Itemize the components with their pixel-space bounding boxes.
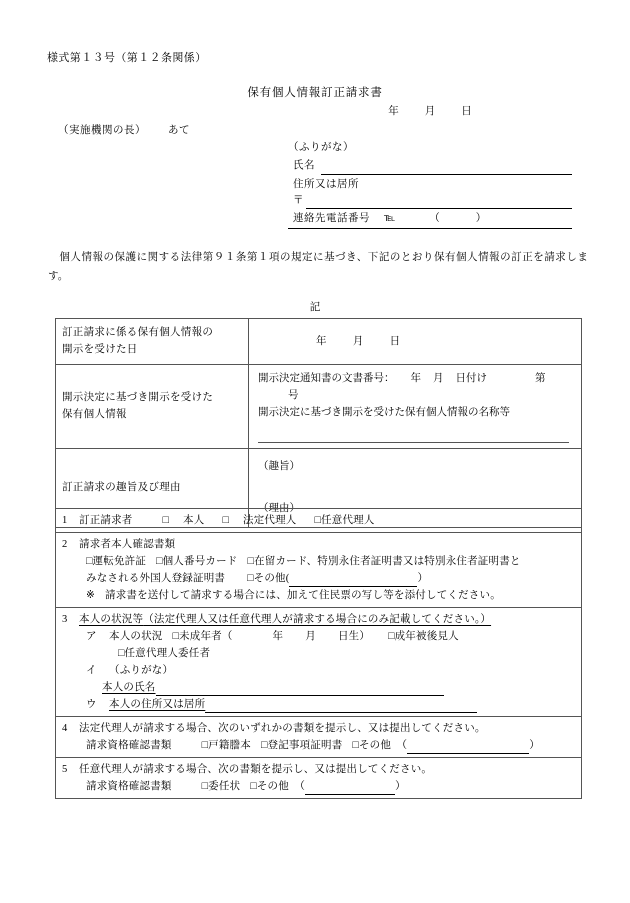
item2-options-line1 [62, 553, 577, 570]
item3-person-name-input[interactable] [156, 683, 444, 696]
item2-option-residence-line2: みなされる外国人登録証明書 [86, 573, 226, 584]
item3-number: 3 [62, 614, 68, 625]
addressee-organization: （実施機関の長） [58, 125, 146, 136]
item3-person-address-input[interactable] [205, 700, 477, 713]
applicant-name-label: 氏名 [293, 160, 315, 172]
doc-no-prefix: 開示決定通知書の文書番号： [258, 372, 395, 384]
item1-option-legal: 法定代理人 [243, 515, 297, 526]
item4-option-koseki: 戸籍謄本 [208, 740, 251, 751]
item4-title-line [62, 720, 577, 737]
reason-label: （理由） [258, 503, 300, 515]
item3-sub-c-line[interactable] [62, 696, 577, 713]
item4-cell [56, 717, 582, 758]
table-row [56, 509, 582, 533]
item1-cell [56, 509, 582, 533]
disclosure-date-fields[interactable] [258, 333, 575, 350]
disclosure-year: 年 [316, 335, 327, 347]
item3-option-adult-ward: 成年被後見人 [394, 631, 459, 642]
item4-option-other: その他 （ [358, 740, 408, 751]
item3-sub-b-furigana: （ふりがな） [109, 665, 174, 676]
checkbox-self[interactable]: □ [162, 515, 170, 526]
row2-value-cell[interactable] [249, 364, 582, 448]
item3-title: 本人の状況等 [79, 614, 144, 625]
item1-option-voluntary: 任意代理人 [321, 515, 375, 526]
row2-label-line1: 開示決定に基づき開示を受けた [62, 391, 214, 403]
item3-title-note: （法定代理人又は任意代理人が請求する場合にのみ記載してください。） [143, 614, 492, 625]
tel-mark-icon: ℡ [384, 213, 396, 225]
item4-number: 4 [62, 723, 68, 734]
doc-no-gou: 号 [288, 389, 299, 401]
main-information-table [55, 318, 582, 528]
table-row [56, 608, 582, 717]
item2-title: 請求者本人確認書類 [79, 539, 176, 550]
item4-title: 法定代理人が請求する場合、次のいずれかの書類を提示し、又は提出してください。 [79, 723, 486, 734]
doc-no-month: 月 [433, 372, 444, 384]
item1-option-self: 本人 [183, 515, 205, 526]
disclosed-info-name-input[interactable] [258, 430, 569, 443]
table-row [56, 717, 582, 758]
body-paragraph-text: 個人情報の保護に関する法律第９１条第１項の規定に基づき、下記のとおり保有個人情報の訂正を請求します。 [48, 252, 588, 283]
item4-option-touki: 登記事項証明書 [267, 740, 343, 751]
body-paragraph [48, 248, 588, 287]
applicant-block [288, 140, 572, 229]
disclosure-month: 月 [352, 335, 364, 347]
tel-paren-open: （ [429, 213, 440, 225]
item3-cell [56, 608, 582, 717]
item3-sub-c-marker: ウ [86, 699, 97, 710]
item3-birth-year: 年 [272, 631, 284, 642]
doc-no-year: 年 [410, 372, 421, 384]
item2-number: 2 [62, 539, 68, 550]
item5-number: 5 [62, 764, 68, 775]
applicant-name-input[interactable] [321, 161, 572, 175]
date-year: 年 [388, 106, 399, 117]
item4-other-input[interactable] [407, 741, 529, 754]
item5-options-line [62, 778, 577, 795]
row1-label-cell [56, 319, 249, 365]
item2-cell [56, 533, 582, 608]
item3-option-delegator: 任意代理人委任者 [124, 648, 211, 659]
zip-mark-icon: 〒 [293, 194, 304, 206]
item3-sub-a-line1 [62, 628, 577, 645]
item1-title: 訂正請求者 [79, 515, 133, 526]
date-day: 日 [461, 106, 472, 117]
checkbox-other-qualification-4[interactable]: □ [352, 740, 359, 751]
item2-other-input[interactable] [289, 574, 417, 587]
requester-details-table [55, 508, 582, 799]
item5-paren-close: ） [395, 781, 406, 792]
table-row [56, 364, 582, 448]
item4-options-line [62, 737, 577, 754]
checkbox-other-qualification-5[interactable]: □ [250, 781, 257, 792]
item4-paren-close: ） [529, 740, 540, 751]
item3-sub-a-label: 本人の状況 [109, 631, 163, 642]
note-mark-icon: ※ [86, 590, 95, 601]
row1-value-cell[interactable] [249, 319, 582, 365]
applicant-tel-row[interactable] [288, 211, 572, 229]
item3-title-line [62, 611, 577, 628]
row1-label-line2: 開示を受けた日 [62, 344, 138, 356]
table-row [56, 758, 582, 799]
item3-sub-c-label: 本人の住所又は居所 [109, 699, 206, 710]
page-title: 保有個人情報訂正請求書 [247, 87, 383, 99]
checkbox-delegator[interactable]: □ [118, 648, 125, 659]
checkbox-other-id[interactable]: □ [247, 573, 254, 584]
item3-birth-day: 日生） [337, 631, 371, 642]
addressee [58, 123, 190, 139]
item2-title-line [62, 536, 577, 553]
item5-option-other: その他 （ [256, 781, 306, 792]
checkbox-legal-representative[interactable]: □ [222, 515, 229, 526]
item1-number: 1 [62, 515, 68, 526]
item3-sub-b-name-line[interactable] [62, 679, 577, 696]
item2-other-paren-close: ） [417, 573, 429, 584]
item3-sub-a-line2 [62, 645, 577, 662]
row2-label-cell [56, 364, 249, 448]
table-row [56, 533, 582, 608]
item5-other-input[interactable] [305, 782, 395, 795]
checkbox-voluntary-representative[interactable]: □ [314, 515, 322, 526]
tel-paren-close: ） [475, 213, 487, 225]
date-month: 月 [424, 106, 436, 117]
item1-line [62, 512, 577, 529]
checkbox-minor[interactable]: □ [172, 631, 180, 642]
disclosed-info-name-label: 開示決定に基づき開示を受けた保有個人情報の名称等 [258, 407, 510, 419]
item4-doc-label: 請求資格確認書類 [86, 740, 172, 751]
applicant-address-label: 住所又は居所 [293, 178, 359, 190]
item2-note-line [62, 587, 577, 604]
item3-sub-b-name-label: 本人の氏名 [102, 682, 156, 693]
applicant-zip-row [288, 193, 572, 209]
addressee-suffix: あて [168, 125, 190, 136]
item2-note-text: 請求書を送付して請求する場合には、加えて住民票の写し等を添付してください。 [105, 590, 501, 601]
item5-title: 任意代理人が請求する場合、次の書類を提示し、又は提出してください。 [79, 764, 433, 775]
item3-sub-b-line [62, 662, 577, 679]
checkbox-drivers-license[interactable]: □ [86, 556, 93, 567]
item5-cell [56, 758, 582, 799]
row3-label-cell: 訂正請求の趣旨及び理由 [56, 448, 249, 527]
checkbox-family-register[interactable]: □ [201, 740, 209, 751]
purpose-label: （趣旨） [258, 460, 300, 472]
row2-label-line2: 保有個人情報 [62, 409, 127, 421]
checkbox-power-of-attorney[interactable]: □ [201, 781, 209, 792]
checkbox-adult-ward[interactable]: □ [388, 631, 395, 642]
applicant-tel-label: 連絡先電話番号 [293, 213, 370, 225]
item5-option-inin: 委任状 [208, 781, 241, 792]
item5-doc-label: 請求資格確認書類 [86, 781, 172, 792]
item2-option-license: 運転免許証 [92, 556, 147, 567]
date-line [0, 104, 630, 120]
checkbox-registry-certificate[interactable]: □ [260, 740, 268, 751]
applicant-furigana-label: （ふりがな） [288, 142, 354, 153]
applicant-address-input[interactable] [306, 195, 573, 209]
disclosure-day: 日 [389, 335, 401, 347]
item5-title-line [62, 761, 577, 778]
item3-sub-a-marker: ア [86, 631, 97, 642]
doc-no-dai: 第 [535, 372, 546, 384]
form-number: 様式第１３号（第１２条関係） [47, 52, 207, 64]
item3-option-minor: 未成年者（ [179, 631, 233, 642]
applicant-name-row [288, 158, 572, 174]
checkbox-residence-card[interactable]: □ [247, 556, 255, 567]
item2-option-other: その他( [253, 573, 290, 584]
table-row [56, 319, 582, 365]
decision-doc-number-line[interactable] [258, 370, 575, 405]
checkbox-mynumber-card[interactable]: □ [156, 556, 163, 567]
item3-birth-month: 月 [305, 631, 316, 642]
item2-option-residence-line1: 在留カード、特別永住者証明書又は特別永住者証明書と [254, 556, 521, 567]
ki-marker: 記 [309, 302, 321, 313]
item3-sub-b-marker: イ [86, 665, 97, 676]
item2-option-mynumber: 個人番号カード [162, 556, 238, 567]
item2-options-line2 [62, 570, 577, 587]
row1-label-line1: 訂正請求に係る保有個人情報の [62, 327, 214, 338]
doc-no-day: 日付け [455, 372, 487, 384]
